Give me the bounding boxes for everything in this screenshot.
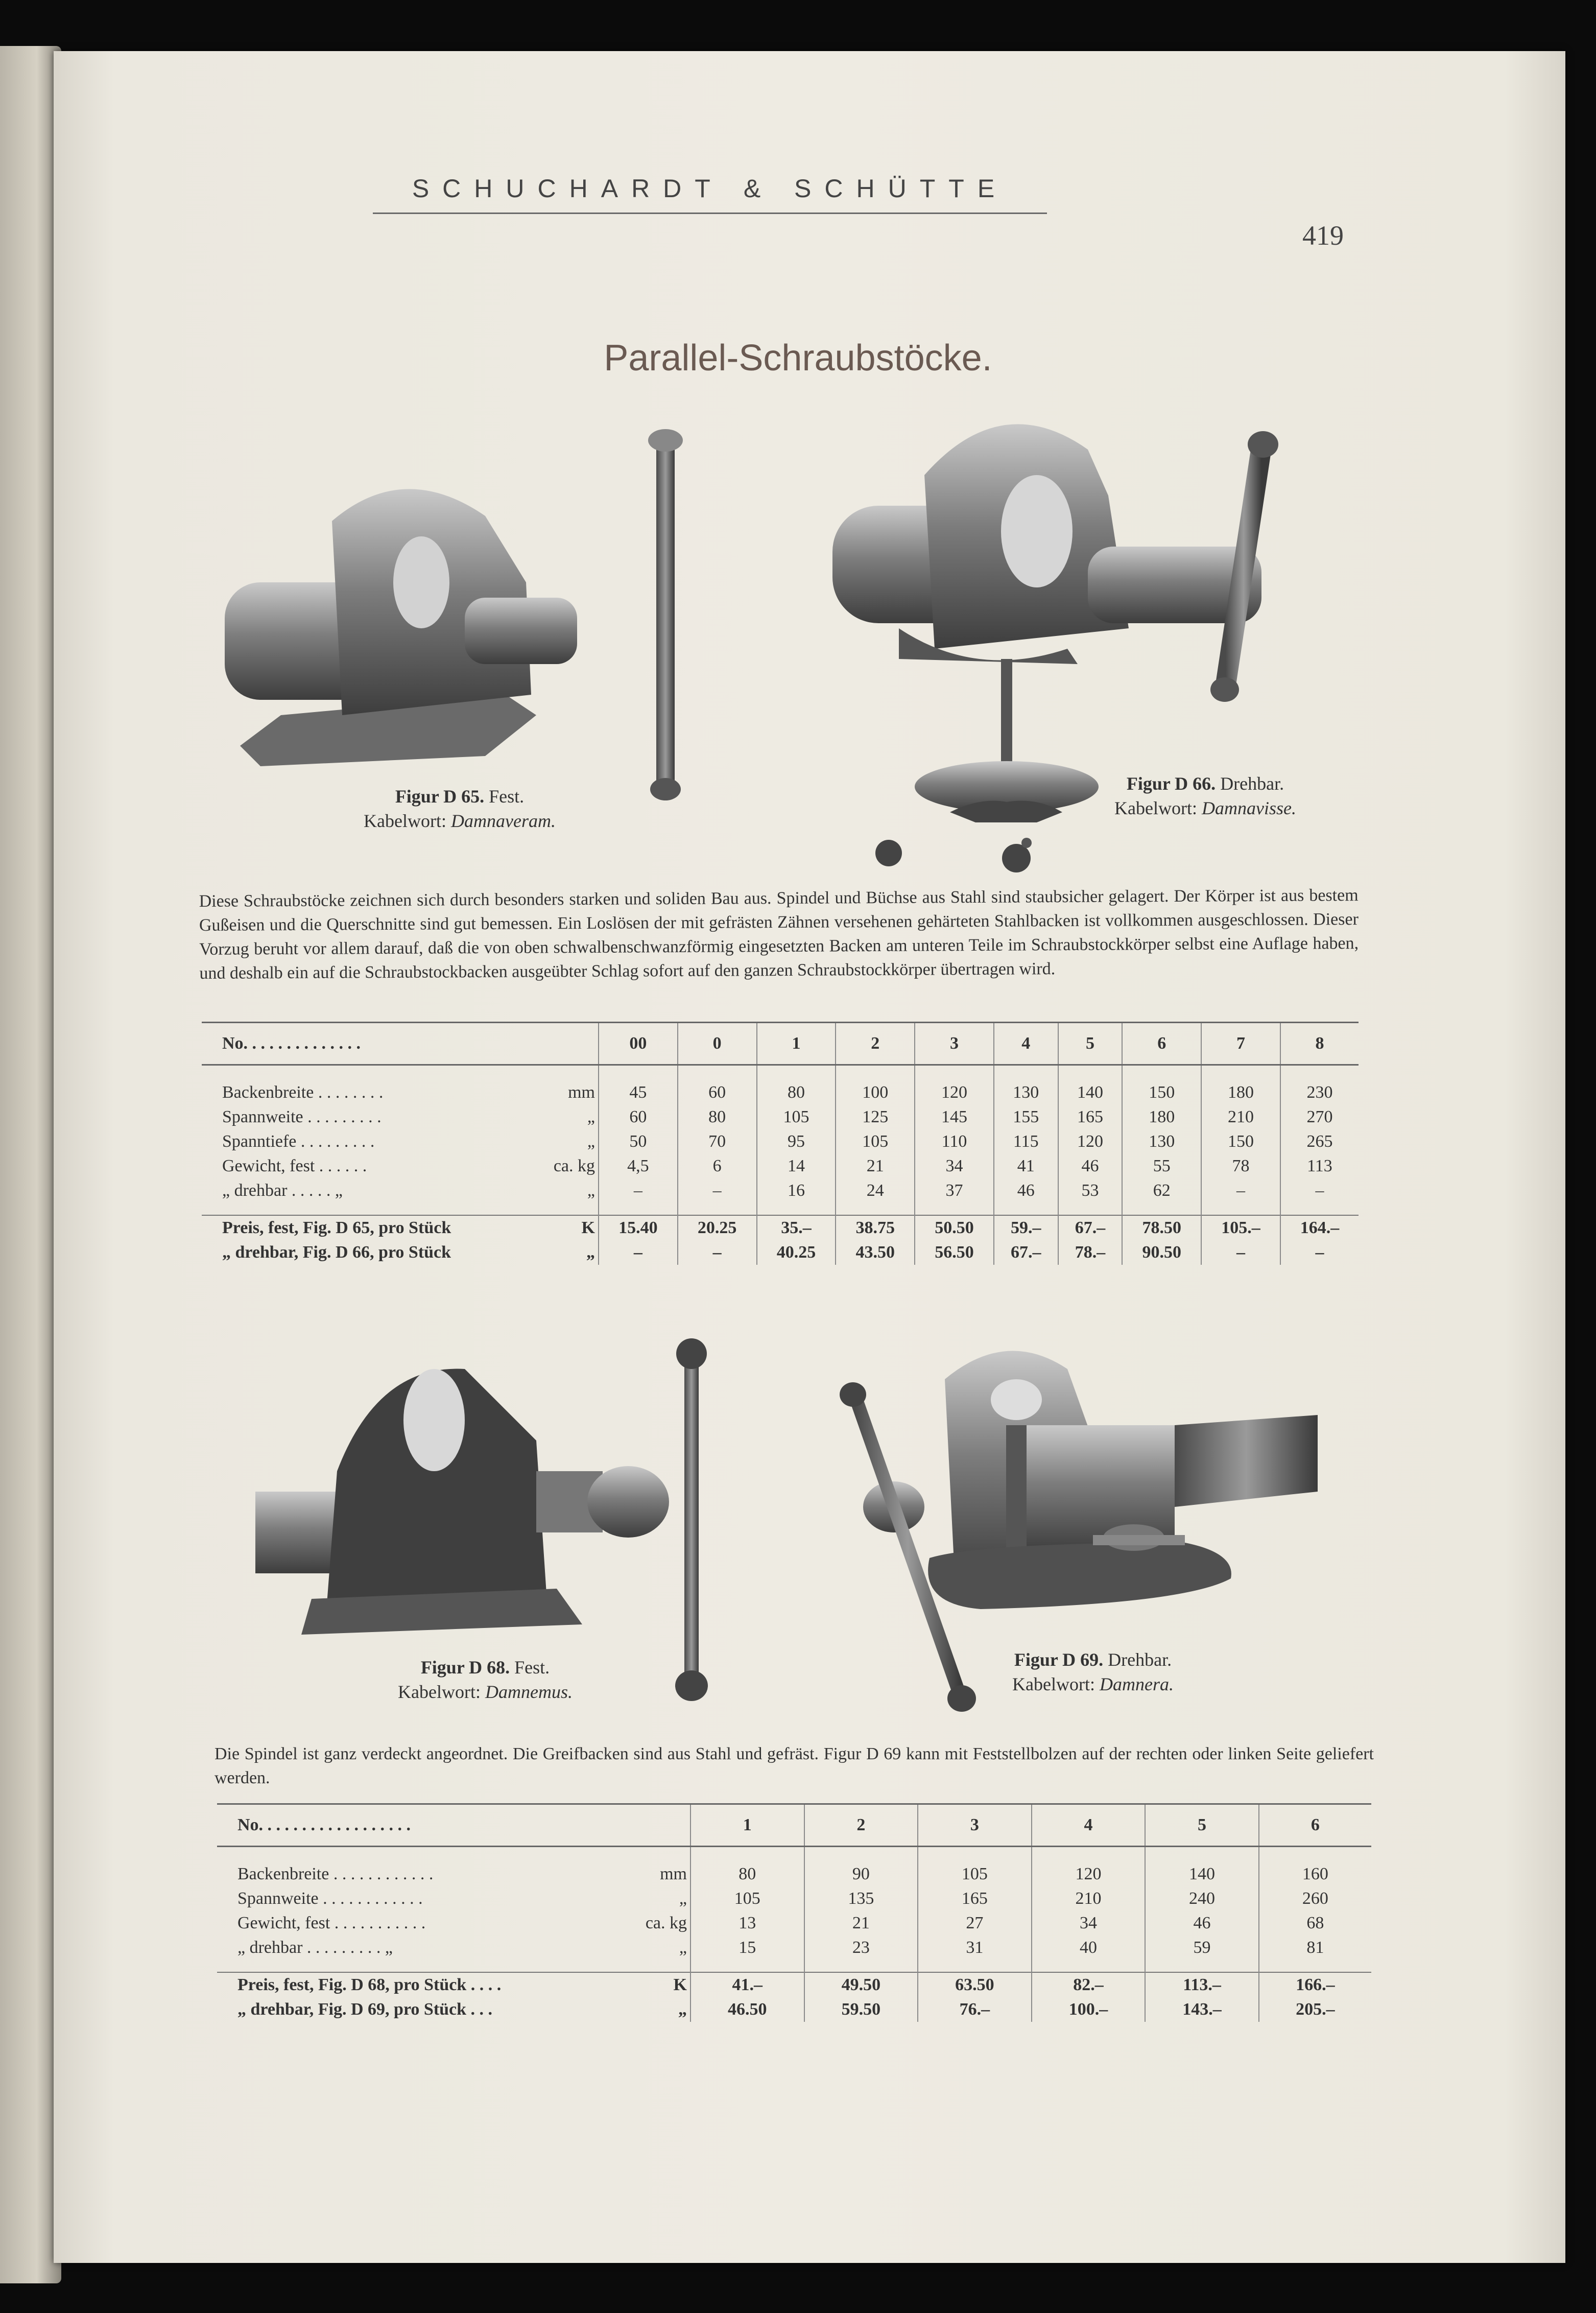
- row-label-cell: [202, 1240, 599, 1265]
- table-cell: 62: [1122, 1178, 1201, 1203]
- table-cell: 130: [1122, 1129, 1201, 1154]
- table1-no-label: No. . . . . . . . . . . . . .: [202, 1023, 599, 1065]
- row-label: „ drehbar . . . . . „: [222, 1181, 343, 1200]
- table2-col: 4: [1032, 1804, 1146, 1847]
- table-cell: 145: [915, 1105, 994, 1129]
- table-cell: 46: [1058, 1154, 1123, 1178]
- table-cell: 35.–: [757, 1215, 836, 1240]
- table-row: [202, 1178, 1359, 1203]
- caption-d65: [306, 784, 613, 833]
- table-cell: 90.50: [1122, 1240, 1201, 1265]
- row-label-cell: [217, 1972, 690, 1997]
- kabelwort-prefix-d68: Kabelwort:: [398, 1682, 481, 1702]
- table-cell: 100.–: [1032, 1997, 1146, 2022]
- table-cell: 31: [918, 1936, 1032, 1960]
- table-cell: 41.–: [690, 1972, 804, 1997]
- table1-col: 00: [599, 1023, 678, 1065]
- table-cell: 46: [994, 1178, 1058, 1203]
- table-cell: 260: [1259, 1886, 1371, 1911]
- row-unit: „: [587, 1181, 595, 1200]
- table-cell: 140: [1058, 1080, 1123, 1105]
- table-cell: 45: [599, 1080, 678, 1105]
- caption-d68: [332, 1655, 638, 1704]
- table-cell: 80: [690, 1862, 804, 1886]
- figure-label-d66: Figur D 66.: [1126, 773, 1216, 794]
- table-cell: 78.–: [1058, 1240, 1123, 1265]
- table-cell: 120: [1058, 1129, 1123, 1154]
- table-cell: 130: [994, 1080, 1058, 1105]
- table-row: [202, 1129, 1359, 1154]
- table-cell: 49.50: [804, 1972, 918, 1997]
- table-cell: 105.–: [1201, 1215, 1280, 1240]
- table-cell: –: [1201, 1240, 1280, 1265]
- row-label-cell: [202, 1105, 599, 1129]
- table-cell: 165: [918, 1886, 1032, 1911]
- table-cell: 15.40: [599, 1215, 678, 1240]
- table-cell: 82.–: [1032, 1972, 1146, 1997]
- table-cell: 70: [678, 1129, 757, 1154]
- table-cell: 105: [757, 1105, 836, 1129]
- table-cell: 105: [836, 1129, 915, 1154]
- table-cell: –: [678, 1240, 757, 1265]
- table1-header-row: [202, 1023, 1359, 1065]
- table-cell: 37: [915, 1178, 994, 1203]
- table-cell: 270: [1280, 1105, 1359, 1129]
- table-row: [202, 1080, 1359, 1105]
- row-unit: mm: [660, 1864, 687, 1883]
- caption-d69: [960, 1647, 1226, 1696]
- row-unit: K: [581, 1218, 595, 1237]
- table-cell: 164.–: [1280, 1215, 1359, 1240]
- table-cell: 16: [757, 1178, 836, 1203]
- table-cell: 120: [1032, 1862, 1146, 1886]
- row-label-cell: [202, 1129, 599, 1154]
- table2-header-row: [217, 1804, 1371, 1847]
- table-cell: 143.–: [1145, 1997, 1259, 2022]
- table2-col: 3: [918, 1804, 1032, 1847]
- table-cell: 67.–: [1058, 1215, 1123, 1240]
- figure-type-d68: Fest.: [514, 1657, 550, 1678]
- table-row: [217, 1862, 1371, 1886]
- table-cell: –: [1201, 1178, 1280, 1203]
- figure-type-d65: Fest.: [489, 786, 525, 807]
- table1-col: 7: [1201, 1023, 1280, 1065]
- row-unit: „: [678, 1999, 687, 2019]
- kabelwort-d65: Damnaveram.: [450, 811, 556, 831]
- table-cell: 4,5: [599, 1154, 678, 1178]
- table-cell: 15: [690, 1936, 804, 1960]
- table-cell: 180: [1122, 1105, 1201, 1129]
- table-cell: 21: [836, 1154, 915, 1178]
- row-label-cell: [202, 1178, 599, 1203]
- table-cell: 155: [994, 1105, 1058, 1129]
- table-cell: 46: [1145, 1911, 1259, 1936]
- table-cell: 55: [1122, 1154, 1201, 1178]
- table1-col: 1: [757, 1023, 836, 1065]
- table-cell: 90: [804, 1862, 918, 1886]
- vise-d65-image: [220, 429, 720, 802]
- table-cell: 105: [918, 1862, 1032, 1886]
- table-cell: 165: [1058, 1105, 1123, 1129]
- table1-col: 3: [915, 1023, 994, 1065]
- table2-col: 1: [690, 1804, 804, 1847]
- description-paragraph-2: Die Spindel ist ganz verdeckt angeordnet. Die Greifbacken sind aus Stahl und gefräst. Figur D 69 kann mit Feststellbolzen auf der rechten oder linken Seite geliefert werden.: [215, 1744, 1374, 1787]
- table-row: [202, 1154, 1359, 1178]
- price-row: [217, 1972, 1371, 1997]
- table-cell: 38.75: [836, 1215, 915, 1240]
- row-label: Backenbreite . . . . . . . . . . . .: [237, 1864, 434, 1883]
- table-cell: 53: [1058, 1178, 1123, 1203]
- table1-col: 0: [678, 1023, 757, 1065]
- table-cell: 80: [678, 1105, 757, 1129]
- table-cell: 34: [915, 1154, 994, 1178]
- price-row: [202, 1240, 1359, 1265]
- table-cell: 59: [1145, 1936, 1259, 1960]
- table-cell: 20.25: [678, 1215, 757, 1240]
- table-cell: 63.50: [918, 1972, 1032, 1997]
- table-cell: –: [599, 1178, 678, 1203]
- row-label: Gewicht, fest . . . . . .: [222, 1156, 367, 1175]
- price-row: [217, 1997, 1371, 2022]
- row-unit: ca. kg: [553, 1156, 595, 1175]
- page-number: 419: [1302, 220, 1344, 251]
- figure-label-d65: Figur D 65.: [395, 786, 485, 807]
- table-cell: 68: [1259, 1911, 1371, 1936]
- table-cell: 120: [915, 1080, 994, 1105]
- row-label-cell: [217, 1886, 690, 1911]
- table-cell: 80: [757, 1080, 836, 1105]
- table-cell: –: [678, 1178, 757, 1203]
- figure-label-d69: Figur D 69.: [1014, 1649, 1104, 1670]
- table-cell: 56.50: [915, 1240, 994, 1265]
- table1-col: 2: [836, 1023, 915, 1065]
- table-cell: 205.–: [1259, 1997, 1371, 2022]
- table-cell: 6: [678, 1154, 757, 1178]
- row-label: Backenbreite . . . . . . . .: [222, 1082, 384, 1102]
- row-label-cell: [217, 1936, 690, 1960]
- table-cell: 160: [1259, 1862, 1371, 1886]
- table-row: [202, 1105, 1359, 1129]
- row-label: „ drehbar, Fig. D 69, pro Stück . . .: [237, 1999, 493, 2019]
- table-cell: 46.50: [690, 1997, 804, 2022]
- table-cell: 113: [1280, 1154, 1359, 1178]
- table-cell: –: [599, 1240, 678, 1265]
- table-cell: 27: [918, 1911, 1032, 1936]
- table-cell: 115: [994, 1129, 1058, 1154]
- spec-table-2: [217, 1803, 1371, 2022]
- table-cell: 60: [678, 1080, 757, 1105]
- table-cell: 81: [1259, 1936, 1371, 1960]
- kabelwort-prefix-d66: Kabelwort:: [1114, 798, 1197, 818]
- table-cell: 60: [599, 1105, 678, 1129]
- table-cell: 21: [804, 1911, 918, 1936]
- table-cell: –: [1280, 1178, 1359, 1203]
- row-unit: „: [587, 1131, 595, 1151]
- row-label: „ drehbar, Fig. D 66, pro Stück: [222, 1242, 451, 1262]
- table-cell: 34: [1032, 1911, 1146, 1936]
- row-label-cell: [217, 1862, 690, 1886]
- table-cell: 150: [1122, 1080, 1201, 1105]
- table-cell: 78.50: [1122, 1215, 1201, 1240]
- table2-col: 2: [804, 1804, 918, 1847]
- table-cell: 240: [1145, 1886, 1259, 1911]
- row-unit: „: [679, 1938, 687, 1957]
- table2-col: 6: [1259, 1804, 1371, 1847]
- row-label-cell: [202, 1080, 599, 1105]
- table1-col: 8: [1280, 1023, 1359, 1065]
- kabelwort-prefix-d69: Kabelwort:: [1012, 1674, 1095, 1694]
- row-label-cell: [202, 1215, 599, 1240]
- price-row: [202, 1215, 1359, 1240]
- table-cell: 140: [1145, 1862, 1259, 1886]
- table-cell: 180: [1201, 1080, 1280, 1105]
- spec-table-1: [202, 1022, 1359, 1265]
- row-unit: „: [587, 1107, 595, 1126]
- table-cell: 95: [757, 1129, 836, 1154]
- table-cell: 13: [690, 1911, 804, 1936]
- table-cell: 50: [599, 1129, 678, 1154]
- table-cell: 59.50: [804, 1997, 918, 2022]
- table-cell: 41: [994, 1154, 1058, 1178]
- table-row: [217, 1911, 1371, 1936]
- table-row: [217, 1936, 1371, 1960]
- table-cell: 135: [804, 1886, 918, 1911]
- table-cell: 67.–: [994, 1240, 1058, 1265]
- table-cell: 40.25: [757, 1240, 836, 1265]
- row-unit: „: [679, 1889, 687, 1908]
- row-unit: mm: [568, 1082, 595, 1102]
- table-cell: 150: [1201, 1129, 1280, 1154]
- figure-type-d66: Drehbar.: [1220, 773, 1284, 794]
- table-cell: 43.50: [836, 1240, 915, 1265]
- table-cell: 100: [836, 1080, 915, 1105]
- table-cell: 110: [915, 1129, 994, 1154]
- kabelwort-d69: Damnera.: [1099, 1674, 1174, 1694]
- table1-col: 4: [994, 1023, 1058, 1065]
- table-cell: 210: [1032, 1886, 1146, 1911]
- table2-col: 5: [1145, 1804, 1259, 1847]
- company-header: SCHUCHARDT & SCHÜTTE: [373, 174, 1047, 214]
- table-cell: –: [1280, 1240, 1359, 1265]
- figure-label-d68: Figur D 68.: [420, 1657, 510, 1678]
- row-unit: „: [586, 1242, 595, 1262]
- table-cell: 105: [690, 1886, 804, 1911]
- table-cell: 40: [1032, 1936, 1146, 1960]
- table2-no-label: No. . . . . . . . . . . . . . . . . .: [217, 1804, 690, 1847]
- table-cell: 210: [1201, 1105, 1280, 1129]
- table-cell: 24: [836, 1178, 915, 1203]
- kabelwort-prefix-d65: Kabelwort:: [364, 811, 446, 831]
- table-cell: 78: [1201, 1154, 1280, 1178]
- table-cell: 166.–: [1259, 1972, 1371, 1997]
- kabelwort-d66: Damnavisse.: [1201, 798, 1296, 818]
- row-label-cell: [217, 1997, 690, 2022]
- table-cell: 265: [1280, 1129, 1359, 1154]
- table-cell: 23: [804, 1936, 918, 1960]
- table-cell: 59.–: [994, 1215, 1058, 1240]
- vise-d68-image: [250, 1338, 751, 1706]
- caption-d66: [1062, 771, 1348, 820]
- row-label: „ drehbar . . . . . . . . . „: [237, 1938, 393, 1957]
- page-title: Parallel-Schraubstöcke.: [604, 338, 992, 379]
- table-cell: 113.–: [1145, 1972, 1259, 1997]
- row-label: Preis, fest, Fig. D 65, pro Stück: [222, 1218, 451, 1237]
- left-page-edge: [0, 46, 61, 2283]
- table-cell: 50.50: [915, 1215, 994, 1240]
- table1-col: 5: [1058, 1023, 1123, 1065]
- figure-type-d69: Drehbar.: [1108, 1649, 1172, 1670]
- row-label-cell: [217, 1911, 690, 1936]
- table-cell: 76.–: [918, 1997, 1032, 2022]
- row-label: Gewicht, fest . . . . . . . . . . .: [237, 1913, 426, 1932]
- description-paragraph-1: Diese Schraubstöcke zeichnen sich durch besonders starken und soliden Bau aus. Spindel und Büchse aus Stahl sind staubsicher gelagert. Der Körper ist aus bestem Gußeisen und die Querschnitte sind gut bemessen. Ein Loslösen der mit gefrästen Zähnen versehenen gehärteten Stahlbacken ist vollkommen ausgeschlossen. Dieser Vorzug beruht vor allem darauf, daß die von oben schwalbenschwanzförmig eingesetzten Backen am unteren Teile im Schraubstockkörper selbst eine Auflage haben, und deshalb ein auf die Schraubstockbacken ausgeübter Schlag sofort auf den ganzen Schraubstockkörper übertragen wird.: [199, 886, 1359, 983]
- table-cell: 230: [1280, 1080, 1359, 1105]
- row-label-cell: [202, 1154, 599, 1178]
- table-row: [217, 1886, 1371, 1911]
- row-unit: ca. kg: [645, 1913, 687, 1932]
- row-label: Spannweite . . . . . . . . . . . .: [237, 1889, 423, 1908]
- table1-col: 6: [1122, 1023, 1201, 1065]
- table-cell: 14: [757, 1154, 836, 1178]
- row-unit: K: [673, 1975, 687, 1994]
- row-label: Preis, fest, Fig. D 68, pro Stück . . . .: [237, 1975, 502, 1994]
- row-label: Spannweite . . . . . . . . .: [222, 1107, 382, 1126]
- table-cell: 125: [836, 1105, 915, 1129]
- row-label: Spanntiefe . . . . . . . . .: [222, 1131, 375, 1151]
- kabelwort-d68: Damnemus.: [485, 1682, 573, 1702]
